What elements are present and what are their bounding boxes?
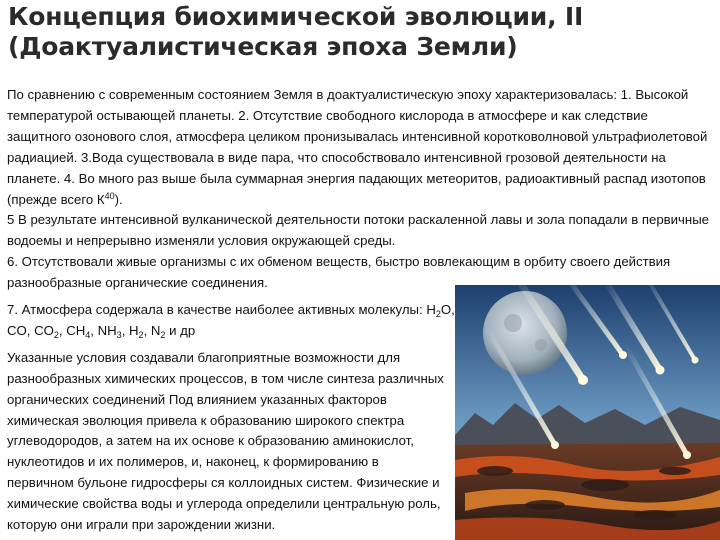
illustration-svg xyxy=(455,285,720,540)
slide-title xyxy=(8,2,714,62)
paragraph-no-life: 6. Отсутствовали живые организмы с их обменом веществ, быстро вовлекающим в орбиту своего действия разнообразные органические соединения. xyxy=(7,254,671,291)
atm-sub: 2 xyxy=(435,309,441,319)
atm-text-6: , N xyxy=(143,322,161,338)
atm-sub: 2 xyxy=(138,329,144,340)
atm-text-4: , NH xyxy=(90,322,117,338)
atm-sub: 2 xyxy=(160,329,166,340)
paragraph-conclusion: Указанные условия создавали благоприятные возможности для разнообразных химических процессов, в том числе синтеза различных органических соединений Под влиянием указанных факторов химическая эволюция привела к образованию широкого спектра углеводородов, а затем на их основе к образованию аминокислот, нуклеотидов и их полимеров, и, наконец, к формированию в первичном бульоне гидросферы ся коллоидных систем. Физические и химические свойства воды и углерода определили центральную роль, которую они играли при зарождении жизни. xyxy=(7,349,444,533)
atm-sub: 2 xyxy=(53,329,59,340)
lower-text xyxy=(7,300,467,536)
atm-text-5: , H xyxy=(121,322,139,338)
body-text xyxy=(7,85,715,294)
title-line-1: Концепция биохимической эволюции, II xyxy=(8,2,584,31)
atm-sub: 3 xyxy=(116,329,122,340)
paragraph-volcanic: 5 В результате интенсивной вулканической деятельности потоки раскаленной лавы и зола попадали в первичные водоемы и непрерывно изменяли условия окружающей среды. xyxy=(7,212,710,249)
paragraph-conditions xyxy=(7,85,715,210)
meteor-shower-volcanic-landscape-image xyxy=(455,285,720,540)
paragraph-1-end: ). xyxy=(114,191,123,207)
paragraph-atmosphere xyxy=(7,300,467,342)
atm-text-7: и др xyxy=(165,322,196,338)
isotope-superscript: 40 xyxy=(104,190,115,201)
title-line-2: (Доактуалистическая эпоха Земли) xyxy=(8,32,518,61)
atm-text-2: O, CO, CO xyxy=(7,302,455,338)
atm-text-1: 7. Атмосфера содержала в качестве наиболее активных молекулы: H xyxy=(7,302,436,317)
atm-text-3: , CH xyxy=(58,322,86,338)
atm-sub: 4 xyxy=(85,329,91,340)
paragraph-1-text: По сравнению с современным состоянием Земля в доактуалистическую эпоху характеризовалась: 1. Высокой температурой остывающей планеты. 2. Отсутствие свободного кислорода в атмосфере и как следствие защитного озонового слоя, атмосфера целиком пронизывалась интенсивной коротковолновой ультрафиолетовой радиацией. 3.Вода существовала в виде пара, что способствовало интенсивной грозовой деятельности на планете. 4. Во много раз выше была суммарная энергия падающих метеоритов, радиоактивный распад изотопов (прежде всего К xyxy=(7,87,708,207)
